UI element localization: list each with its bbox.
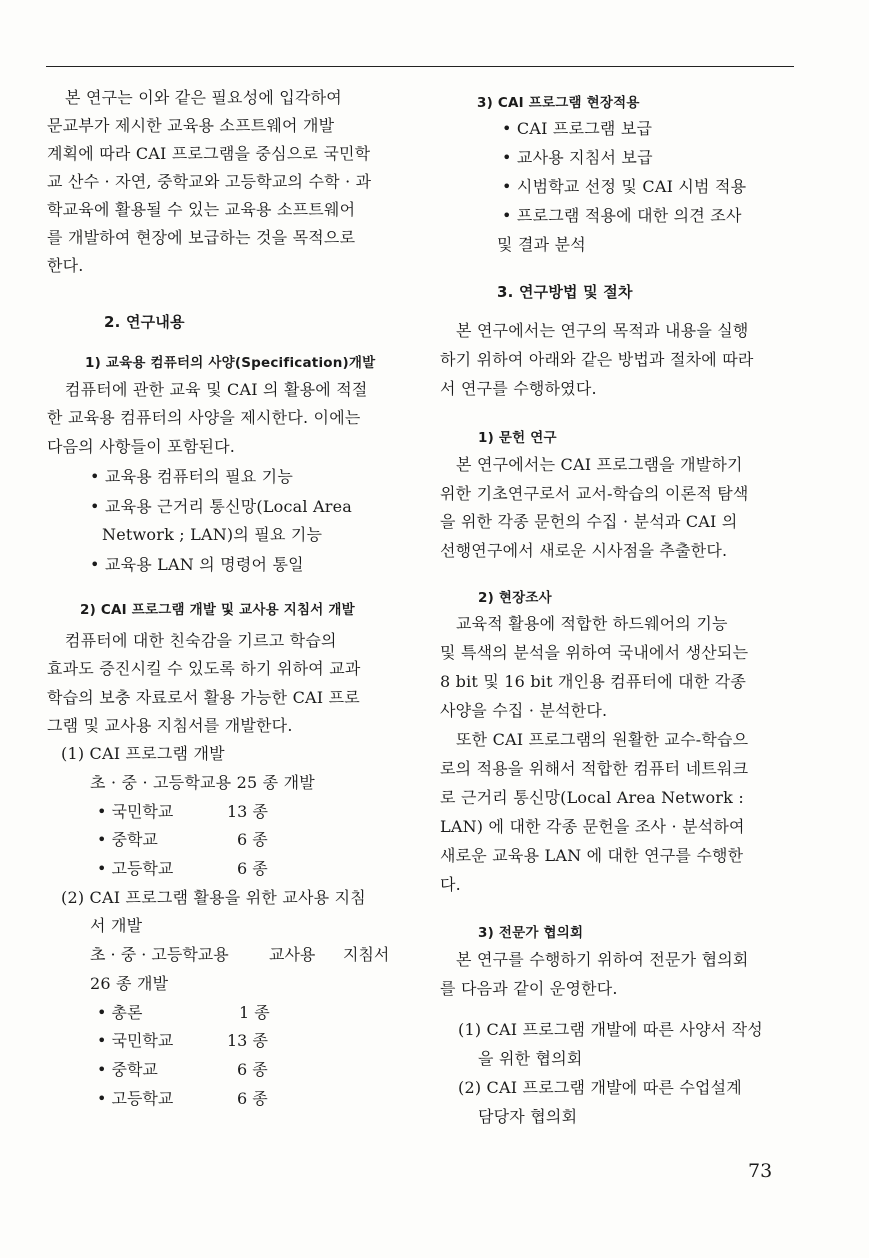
- list-item: 담당자 협의회: [478, 1107, 578, 1126]
- text-line: 를 개발하여 현장에 보급하는 것을 목적으로: [47, 228, 356, 247]
- list-item: 을 위한 협의회: [478, 1049, 583, 1068]
- text-line: 본 연구를 수행하기 위하여 전문가 협의회: [456, 950, 749, 969]
- text-line: 선행연구에서 새로운 시사점을 추출한다.: [440, 541, 728, 560]
- list-item: (2) CAI 프로그램 개발에 따른 수업설계: [458, 1078, 742, 1097]
- text-line: 다음의 사항들이 포함된다.: [47, 437, 236, 456]
- list-item-subtitle: 26 종 개발: [90, 974, 169, 993]
- count-row-value: 13 종: [227, 802, 268, 821]
- subsection-heading: 3) CAI 프로그램 현장적용: [477, 95, 640, 111]
- count-row-name: • 중학교: [97, 1060, 158, 1079]
- list-item: • 시범학교 선정 및 CAI 시범 적용: [502, 177, 747, 196]
- text-line: 8 bit 및 16 bit 개인용 컴퓨터에 대한 각종: [440, 672, 747, 691]
- text-line: 또한 CAI 프로그램의 원활한 교수-학습으: [456, 730, 749, 749]
- count-row-value: 6 종: [237, 1089, 268, 1108]
- text-line: 학교육에 활용될 수 있는 교육용 소프트웨어: [47, 200, 356, 219]
- text-line: 로의 적용을 위해서 적합한 컴퓨터 네트워크: [440, 759, 749, 778]
- text-line: 본 연구에서는 연구의 목적과 내용을 실행: [456, 321, 749, 340]
- subsection-heading: 2) 현장조사: [478, 590, 552, 606]
- list-item: • 교육용 LAN 의 명령어 통일: [90, 555, 304, 574]
- text-line: 교 산수 · 자연, 중학교와 고등학교의 수학 · 과: [47, 172, 372, 191]
- list-item: • 교사용 지침서 보급: [502, 148, 653, 167]
- list-item-subtitle: 지침서: [343, 945, 390, 964]
- count-row-name: • 총론: [97, 1003, 143, 1022]
- text-line: 을 위한 각종 문헌의 수집 · 분석과 CAI 의: [440, 512, 738, 531]
- list-item-title: (2) CAI 프로그램 활용을 위한 교사용 지침: [61, 888, 366, 907]
- list-item: • 프로그램 적용에 대한 의견 조사: [502, 206, 742, 225]
- subsection-heading: 1) 문헌 연구: [478, 430, 557, 446]
- count-row-name: • 중학교: [97, 830, 158, 849]
- text-line: 새로운 교육용 LAN 에 대한 연구를 수행한: [440, 846, 744, 865]
- text-line: 본 연구는 이와 같은 필요성에 입각하여: [65, 88, 342, 107]
- count-row-name: • 고등학교: [97, 859, 174, 878]
- text-line: 한 교육용 컴퓨터의 사양을 제시한다. 이에는: [47, 408, 361, 427]
- text-line: LAN) 에 대한 각종 문헌을 조사 · 분석하여: [440, 817, 745, 836]
- text-line: 서 연구를 수행하였다.: [440, 379, 597, 398]
- count-row-name: • 국민학교: [97, 1031, 174, 1050]
- count-row-value: 1 종: [239, 1003, 270, 1022]
- section-2-heading: 2. 연구내용: [104, 313, 185, 331]
- subsection-heading: 2) CAI 프로그램 개발 및 교사용 지침서 개발: [80, 602, 355, 618]
- text-line: 하기 위하여 아래와 같은 방법과 절차에 따라: [440, 350, 754, 369]
- text-line: 및 특색의 분석을 위하여 국내에서 생산되는: [440, 643, 749, 662]
- list-item: • CAI 프로그램 보급: [502, 119, 653, 138]
- list-item-subtitle: 교사용: [269, 945, 316, 964]
- text-line: 컴퓨터에 대한 친숙감을 기르고 학습의: [65, 631, 337, 650]
- count-row-name: • 국민학교: [97, 802, 174, 821]
- list-item-subtitle: 초 · 중 · 고등학교용: [90, 945, 229, 964]
- text-line: 한다.: [47, 256, 84, 275]
- list-item: (1) CAI 프로그램 개발에 따른 사양서 작성: [458, 1020, 763, 1039]
- header-rule: [46, 66, 794, 67]
- count-row-value: 6 종: [237, 859, 268, 878]
- count-row-name: • 고등학교: [97, 1089, 174, 1108]
- list-item-title: 서 개발: [90, 916, 143, 935]
- text-line: 효과도 증진시킬 수 있도록 하기 위하여 교과: [47, 659, 361, 678]
- page-number: 73: [748, 1160, 773, 1182]
- text-line: 위한 기초연구로서 교서-학습의 이론적 탐색: [440, 484, 749, 503]
- subsection-heading: 3) 전문가 협의회: [478, 925, 584, 941]
- text-line: 교육적 활용에 적합한 하드웨어의 기능: [456, 614, 728, 633]
- text-line: 본 연구에서는 CAI 프로그램을 개발하기: [456, 455, 743, 474]
- text-line: 를 다음과 같이 운영한다.: [440, 979, 618, 998]
- text-line: 다.: [440, 875, 461, 894]
- text-line: 사양을 수집 · 분석한다.: [440, 701, 608, 720]
- subsection-heading: 1) 교육용 컴퓨터의 사양(Specification)개발: [85, 355, 376, 371]
- text-line: 학습의 보충 자료로서 활용 가능한 CAI 프로: [47, 688, 360, 707]
- list-item: 및 결과 분석: [497, 235, 586, 254]
- list-item-title: (1) CAI 프로그램 개발: [61, 744, 225, 763]
- count-row-value: 6 종: [237, 1060, 268, 1079]
- list-item-subtitle: 초 · 중 · 고등학교용 25 종 개발: [90, 773, 315, 792]
- list-item: • 교육용 근거리 통신망(Local Area: [90, 497, 353, 516]
- text-line: 계획에 따라 CAI 프로그램을 중심으로 국민학: [47, 144, 371, 163]
- section-3-heading: 3. 연구방법 및 절차: [497, 283, 633, 301]
- text-line: 그램 및 교사용 지침서를 개발한다.: [47, 716, 293, 735]
- text-line: 컴퓨터에 관한 교육 및 CAI 의 활용에 적절: [65, 380, 368, 399]
- text-line: 로 근거리 통신망(Local Area Network :: [440, 788, 744, 807]
- count-row-value: 6 종: [237, 830, 268, 849]
- list-item: Network ; LAN)의 필요 기능: [102, 525, 323, 544]
- text-line: 문교부가 제시한 교육용 소프트웨어 개발: [47, 116, 335, 135]
- list-item: • 교육용 컴퓨터의 필요 기능: [90, 467, 293, 486]
- count-row-value: 13 종: [227, 1031, 268, 1050]
